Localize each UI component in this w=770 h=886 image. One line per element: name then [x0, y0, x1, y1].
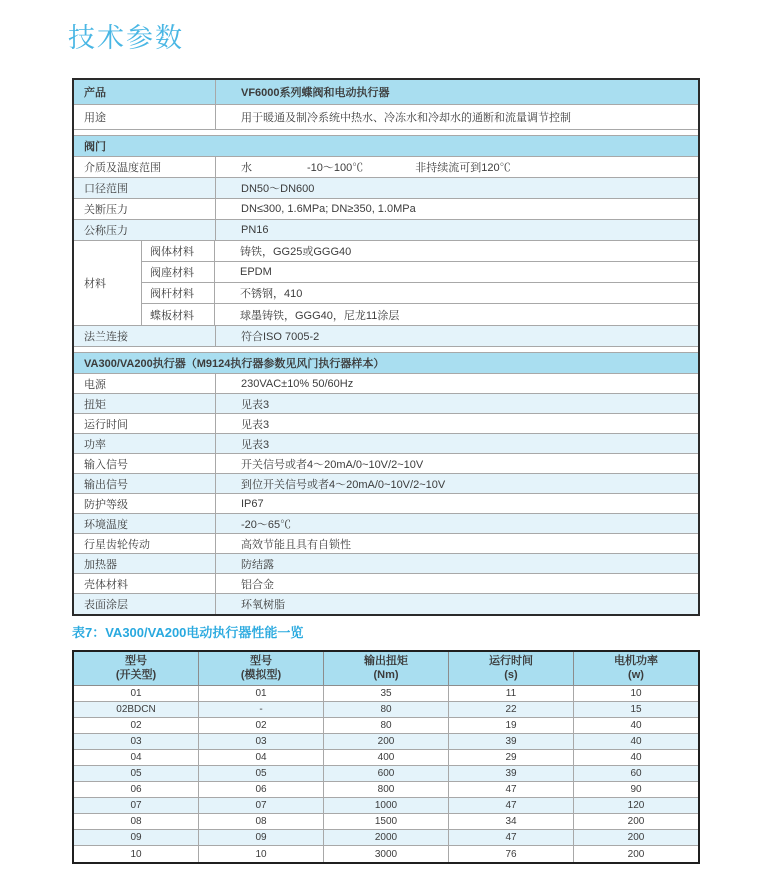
- table-cell: 05: [74, 766, 199, 781]
- spec-row-value: 高效节能且具有自锁性: [241, 538, 351, 551]
- spec-row-value: 见表3: [241, 398, 270, 411]
- spec-value-part: 水: [241, 162, 252, 174]
- table-cell: 03: [199, 734, 324, 749]
- spec-header-row: [74, 80, 698, 105]
- table-header-cell: [574, 652, 698, 685]
- table-cell: 06: [199, 782, 324, 797]
- spec-row-label: 功率: [74, 434, 216, 453]
- table-cell: 10: [199, 846, 324, 862]
- table-cell: 10: [630, 688, 642, 699]
- spec-subrow-label: 阀座材料: [142, 262, 215, 282]
- table-header-cell: [199, 652, 324, 685]
- table-header-cell: [74, 652, 199, 685]
- table-row: [74, 798, 698, 814]
- spec-row-value: 符合ISO 7005-2: [241, 331, 320, 343]
- table-cell: 29: [449, 750, 574, 765]
- table-cell: 10: [74, 846, 199, 862]
- table-cell: 800: [324, 782, 449, 797]
- spec-row-label: 行星齿轮传动: [74, 534, 216, 553]
- table-cell: 02BDCN: [74, 702, 199, 717]
- table-cell: 1000: [324, 798, 449, 813]
- spec-group-row: [142, 241, 698, 262]
- table-header-line: (w): [628, 668, 644, 681]
- spec-row-label: 产品: [74, 80, 216, 104]
- spec-row-label: 法兰连接: [74, 326, 216, 346]
- table-cell: 02: [199, 718, 324, 733]
- table-cell: 40: [630, 736, 642, 747]
- spec-table: [72, 78, 700, 616]
- spec-row-label: 口径范围: [74, 178, 216, 198]
- spec-row-label: 输入信号: [74, 454, 216, 473]
- spec-row-label: 表面涂层: [74, 594, 216, 614]
- spec-row-value: DN50～DN600: [241, 183, 315, 195]
- table-row: [74, 814, 698, 830]
- table-row: [74, 766, 698, 782]
- table-cell: 80: [324, 718, 449, 733]
- table-header-cell: [324, 652, 449, 685]
- table-row: [74, 718, 698, 734]
- table-cell: 3000: [324, 846, 449, 862]
- spec-row: [74, 374, 698, 394]
- table-cell: 11: [449, 686, 574, 701]
- spec-row-value: 230VAC±10% 50/60Hz: [241, 377, 354, 390]
- table-row: [74, 734, 698, 750]
- spec-row: [74, 157, 698, 178]
- table-header-line: (开关型): [115, 668, 157, 681]
- table-cell: 07: [199, 798, 324, 813]
- table-cell: 09: [74, 830, 199, 845]
- spec-subrow-value: EPDM: [240, 266, 272, 278]
- table-cell: 47: [449, 782, 574, 797]
- table-cell: 22: [449, 702, 574, 717]
- spec-group-row: [142, 262, 698, 283]
- spec-row: [74, 394, 698, 414]
- table-cell: 2000: [324, 830, 449, 845]
- spec-section-label: 阀门: [84, 141, 106, 153]
- spec-subrow-value: 不锈钢，410: [240, 288, 303, 300]
- table-cell: 39: [449, 766, 574, 781]
- spec-row-label: 运行时间: [74, 414, 216, 433]
- spec-row-label: 环境温度: [74, 514, 216, 533]
- page-title: 技术参数: [68, 23, 184, 53]
- spec-row-value: VF6000系列蝶阀和电动执行器: [241, 87, 390, 99]
- spec-row-label: 公称压力: [74, 220, 216, 240]
- spec-group-row: [142, 304, 698, 325]
- spec-row: [74, 554, 698, 574]
- table-row: [74, 846, 698, 862]
- spec-row-label: 加热器: [74, 554, 216, 573]
- table-cell: 120: [627, 800, 645, 811]
- table-row: [74, 702, 698, 718]
- spec-row: [74, 105, 698, 130]
- spec-row-value: [216, 157, 698, 177]
- table-header-cell: [449, 652, 574, 685]
- spec-row: [74, 326, 698, 347]
- spec-row-label: 关断压力: [74, 199, 216, 219]
- table-cell: 200: [324, 734, 449, 749]
- spec-row-label: 壳体材料: [74, 574, 216, 593]
- table-header-line: 输出扭矩: [364, 654, 408, 667]
- spec-subrow-value: 铸铁，GG25或GGG40: [240, 246, 352, 258]
- spec-row-label: 电源: [74, 374, 216, 393]
- spec-row-value: 见表3: [241, 418, 270, 431]
- spec-row: [74, 474, 698, 494]
- spec-row-value: 用于暖通及制冷系统中热水、冷冻水和冷却水的通断和流量调节控制: [241, 112, 571, 124]
- table-header-row: [74, 652, 698, 686]
- table-cell: 35: [324, 686, 449, 701]
- table-cell: 40: [630, 752, 642, 763]
- spec-row: [74, 434, 698, 454]
- table-cell: 34: [449, 814, 574, 829]
- table-row: [74, 830, 698, 846]
- spec-material-group: [74, 241, 698, 326]
- table-cell: 04: [74, 750, 199, 765]
- table-cell: 08: [199, 814, 324, 829]
- spec-subrow-label: 蝶板材料: [142, 304, 215, 325]
- spec-row: [74, 534, 698, 554]
- table-cell: 200: [627, 848, 645, 860]
- spec-row-value: IP67: [241, 497, 264, 510]
- table-cell: 47: [449, 830, 574, 845]
- table-row: [74, 686, 698, 702]
- table-cell: 07: [74, 798, 199, 813]
- table-cell: 76: [449, 846, 574, 862]
- spec-row-value: 防结露: [241, 558, 274, 571]
- spec-group-rows: [142, 241, 698, 325]
- spec-row: [74, 514, 698, 534]
- spec-row-value: 铝合金: [241, 578, 274, 591]
- table-header-line: (s): [504, 668, 518, 681]
- spec-row-value: -20～65℃: [241, 518, 292, 531]
- spec-value-part: -10～100℃: [307, 162, 364, 174]
- spec-row: [74, 454, 698, 474]
- spec-row: [74, 594, 698, 614]
- spec-row: [74, 574, 698, 594]
- table-cell: 06: [74, 782, 199, 797]
- table-cell: 200: [627, 832, 645, 843]
- table-cell: 01: [199, 686, 324, 701]
- spec-group-row: [142, 283, 698, 304]
- table-cell: 1500: [324, 814, 449, 829]
- spec-row-label: 用途: [74, 105, 216, 129]
- spec-row-label: 介质及温度范围: [74, 157, 216, 177]
- table-cell: 05: [199, 766, 324, 781]
- table-header-line: 电机功率: [614, 654, 658, 667]
- spec-subrow-label: 阀杆材料: [142, 283, 215, 303]
- table-cell: 15: [630, 704, 642, 715]
- table-cell: 90: [630, 784, 642, 795]
- spec-row-value: PN16: [241, 224, 269, 236]
- table-header-line: 型号: [125, 654, 147, 667]
- table-row: [74, 750, 698, 766]
- table-header-line: 型号: [250, 654, 272, 667]
- spec-row: [74, 199, 698, 220]
- spec-row-value: 开关信号或者4～20mA/0~10V/2~10V: [241, 458, 424, 471]
- table-header-line: (模拟型): [240, 668, 282, 681]
- table-cell: 09: [199, 830, 324, 845]
- spec-subrow-label: 阀体材料: [142, 241, 215, 261]
- spec-subrow-value: 球墨铸铁，GGG40，尼龙11涂层: [240, 309, 400, 322]
- table-cell: 200: [627, 816, 645, 827]
- spec-row-value: DN≤300, 1.6MPa; DN≥350, 1.0MPa: [241, 203, 416, 215]
- spec-row-label: 防护等级: [74, 494, 216, 513]
- table-cell: 02: [74, 718, 199, 733]
- table-cell: -: [199, 702, 324, 717]
- performance-table: [72, 650, 700, 864]
- spec-section-label: VA300/VA200执行器（M9124执行器参数见风门执行器样本）: [84, 358, 385, 370]
- spec-row-value: 环氧树脂: [241, 599, 285, 611]
- spec-row: [74, 414, 698, 434]
- spec-group-label: 材料: [74, 241, 142, 325]
- table-header-line: 运行时间: [489, 654, 533, 667]
- table7-title: 表7：VA300/VA200电动执行器性能一览: [72, 625, 304, 640]
- table-row: [74, 782, 698, 798]
- table-cell: 19: [449, 718, 574, 733]
- table-cell: 40: [630, 720, 642, 731]
- table-cell: 08: [74, 814, 199, 829]
- spec-section-row: [74, 353, 698, 374]
- table-cell: 01: [74, 686, 199, 701]
- table-cell: 39: [449, 734, 574, 749]
- table-cell: 03: [74, 734, 199, 749]
- spec-row-value: 到位开关信号或者4～20mA/0~10V/2~10V: [241, 478, 446, 491]
- spec-section-row: [74, 136, 698, 157]
- table-cell: 04: [199, 750, 324, 765]
- spec-row-label: 扭矩: [74, 394, 216, 413]
- table-cell: 400: [324, 750, 449, 765]
- table-cell: 600: [324, 766, 449, 781]
- table-cell: 47: [449, 798, 574, 813]
- spec-row: [74, 220, 698, 241]
- spec-row: [74, 494, 698, 514]
- spec-row-label: 输出信号: [74, 474, 216, 493]
- spec-row-value: 见表3: [241, 438, 270, 451]
- table-cell: 60: [630, 768, 642, 779]
- table-cell: 80: [324, 702, 449, 717]
- spec-value-part: 非持续流可到120℃: [415, 162, 511, 174]
- table-header-line: (Nm): [373, 668, 399, 681]
- spec-row: [74, 178, 698, 199]
